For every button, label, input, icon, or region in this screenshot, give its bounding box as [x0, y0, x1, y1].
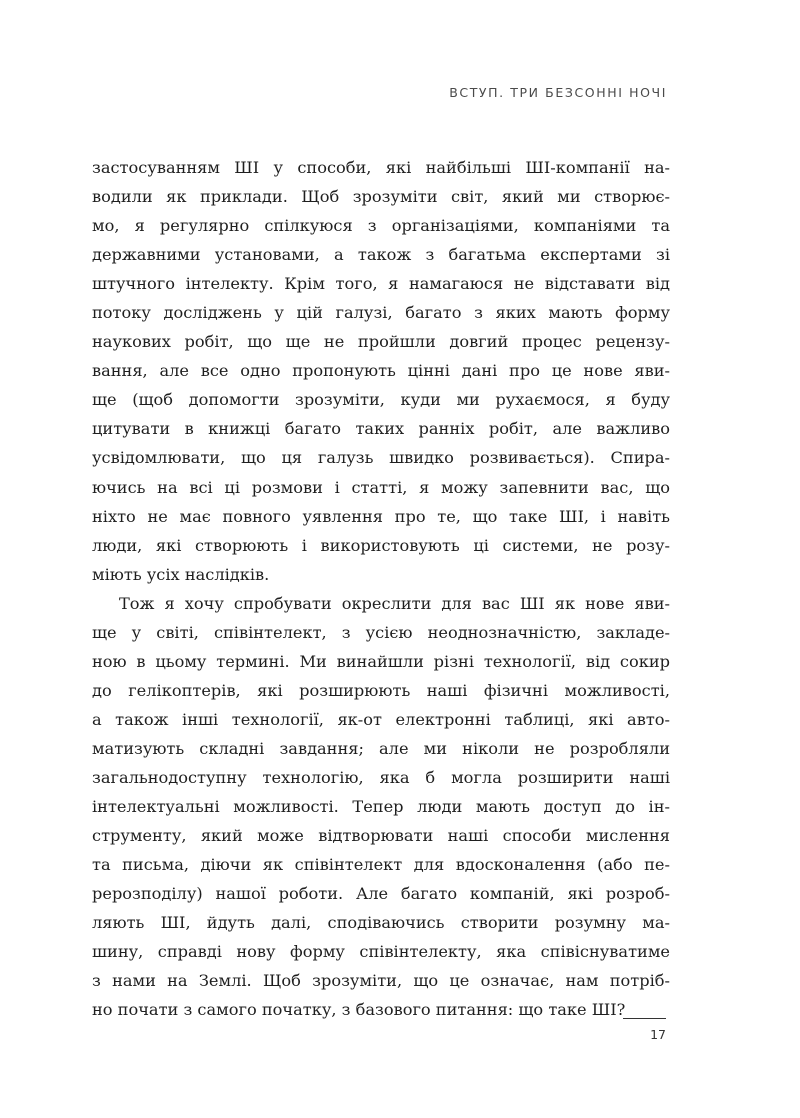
text-line: струменту, який може відтворювати наші способи мислення — [92, 826, 670, 846]
text-line: ніхто не має повного уявлення про те, що таке ШІ, і навіть — [92, 506, 670, 526]
text-line: вання, але все одно пропонують цінні дані про це нове яви- — [92, 361, 670, 381]
running-header: ВСТУП. ТРИ БЕЗСОННІ НОЧІ — [449, 85, 667, 100]
text-line: з нами на Землі. Щоб зрозуміти, що це означає, нам потріб- — [92, 971, 670, 991]
text-line: матизують складні завдання; але ми ніколи не розробляли — [92, 738, 670, 758]
text-line: а також інші технології, як-от електронні таблиці, які авто- — [92, 709, 670, 729]
text-line: ще у світі, співінтелект, з усією неоднозначністю, закладе- — [92, 622, 670, 642]
text-line: люди, які створюють і використовують ці системи, не розу- — [92, 535, 670, 555]
page-number: 17 — [650, 1027, 666, 1042]
text-line: ще (щоб допомогти зрозуміти, куди ми рухаємося, я буду — [92, 390, 670, 410]
text-line: ною в цьому термині. Ми винайшли різні технології, від сокир — [92, 651, 670, 671]
text-line: потоку досліджень у цій галузі, багато з яких мають форму — [92, 303, 670, 323]
text-line: водили як приклади. Щоб зрозуміти світ, який ми створює- — [92, 187, 670, 207]
text-line: рерозподілу) нашої роботи. Але багато компаній, які розроб- — [92, 884, 670, 904]
folio-rule — [623, 1018, 666, 1019]
text-line: ляють ШІ, йдуть далі, сподіваючись створити розумну ма- — [92, 913, 670, 933]
text-line: ючись на всі ці розмови і статті, я можу запевнити вас, що — [92, 477, 670, 497]
text-line: цитувати в книжці багато таких ранніх робіт, але важливо — [92, 419, 670, 439]
text-line: мо, я регулярно спілкуюся з організаціями, компаніями та — [92, 216, 670, 236]
text-line: Тож я хочу спробувати окреслити для вас ШІ як нове яви- — [119, 593, 670, 613]
body-text — [92, 153, 670, 1024]
text-line: та письма, діючи як співінтелект для вдосконалення (або пе- — [92, 855, 670, 875]
text-line: інтелектуальні можливості. Тепер люди мають доступ до ін- — [92, 797, 670, 817]
paragraph — [92, 589, 670, 1025]
text-line: загальнодоступну технологію, яка б могла розширити наші — [92, 767, 670, 787]
paragraph — [92, 153, 670, 589]
text-line: до гелікоптерів, які розширюють наші фізичні можливості, — [92, 680, 670, 700]
text-line: наукових робіт, що ще не пройшли довгий процес рецензу- — [92, 332, 670, 352]
text-line: шину, справді нову форму співінтелекту, яка співіснуватиме — [92, 942, 670, 962]
text-line: міють усіх наслідків. — [92, 564, 270, 584]
text-line: штучного інтелекту. Крім того, я намагаюся не відставати від — [92, 274, 670, 294]
text-line: но почати з самого початку, з базового питання: що таке ШІ? — [92, 1000, 626, 1020]
text-line: застосуванням ШІ у способи, які найбільші ШІ-компанії на- — [92, 158, 670, 177]
text-line: державними установами, а також з багатьма експертами зі — [92, 245, 670, 265]
text-line: усвідомлювати, що ця галузь швидко розвивається). Спира- — [92, 448, 670, 468]
